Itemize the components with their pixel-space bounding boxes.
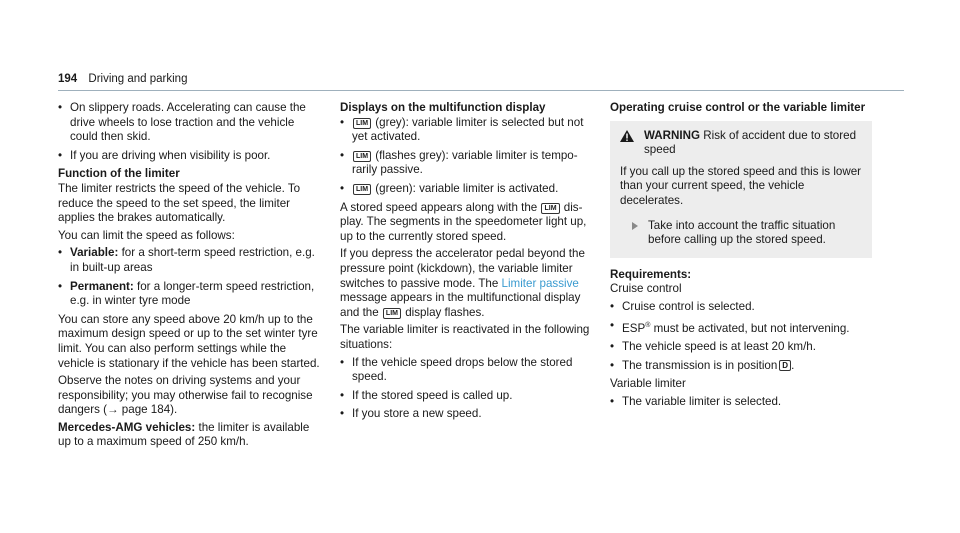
list-item [58, 280, 324, 309]
lim-icon: LIM [353, 151, 371, 162]
cruise-label: Cruise control [610, 282, 682, 296]
list-item: • The variable limiter is selected. [610, 395, 872, 410]
text-part: The transmission is in position [622, 358, 778, 372]
list-item: • Cruise control is selected. [610, 300, 872, 315]
item-label: Permanent: [70, 279, 134, 293]
function-text: The limiter restricts the speed of the vehicle. To reduce the speed to the set speed, the limiter applies the brakes automatically. [58, 181, 301, 225]
list-item [610, 319, 872, 336]
warning-header [620, 129, 862, 158]
arrow-right-icon [632, 222, 638, 230]
requirements-heading: Requirements: [610, 267, 692, 281]
lim-icon: LIM [383, 308, 401, 319]
intro-list [58, 101, 324, 163]
column-middle [340, 101, 598, 426]
list-item: • If the vehicle speed drops below the stored speed. [340, 356, 598, 385]
observe-text: Observe the notes on driving systems and your responsibility; you may otherwise fail to recognise dangers (→ page 184). [58, 374, 313, 417]
variable-list [610, 395, 872, 410]
text-part: If you depress the accelerator pedal beyond the pressure point (kickdown), the variable limiter switches to passive mode. The [340, 247, 585, 290]
column-right [610, 101, 872, 413]
store-text: You can store any speed above 20 km/h up to the maximum design speed or up to the set winter tyre limit. You can also perform settings while the vehicle is stationary if the vehicle has been started. [58, 312, 320, 370]
text-part: display. The segments in the speedometer light up, up to the currently stored speed. [340, 200, 587, 243]
warning-step [620, 219, 862, 248]
warning-title: WARNING [644, 128, 701, 142]
list-item: • If the stored speed is called up. [340, 389, 598, 404]
step-text: Take into account the traffic situation before calling up the stored speed. [648, 218, 836, 247]
warning-triangle-icon [620, 130, 634, 142]
lim-icon: LIM [541, 203, 559, 214]
depress-text [340, 247, 598, 320]
item-text: for a short-term speed restriction, e.g. in built-up areas [70, 246, 315, 274]
text-part: must be activated, but not intervening. [650, 321, 850, 335]
amg-note [58, 421, 324, 450]
list-item: • The transmission is in position D . [610, 359, 872, 374]
lim-icon: LIM [353, 184, 371, 195]
function-heading: Function of the limiter [58, 167, 180, 181]
stored-speed-text [340, 201, 598, 245]
page-number: 194 [58, 73, 78, 85]
display-list [340, 116, 598, 197]
displays-heading: Displays on the multifunction display [340, 101, 546, 114]
warning-text: If you call up the stored speed and this is lower than your current speed, the vehicle decelerates. [620, 164, 862, 207]
registered-mark: ® [645, 321, 651, 329]
list-item: • The vehicle speed is at least 20 km/h. [610, 340, 872, 355]
column-left [58, 101, 324, 453]
reactivated-text: The variable limiter is reactivated in the following situations: [340, 323, 590, 351]
warning-subtitle: Risk of accident due to stored speed [644, 128, 857, 157]
text-part: message appears in the multifunctional display and the [340, 291, 581, 319]
list-item: • If you are driving when visibility is poor. [58, 149, 324, 164]
text-part: display flashes. [405, 305, 485, 319]
warning-heading [644, 129, 862, 158]
warning-box [610, 121, 872, 258]
item-text: (green): variable limiter is activated. [375, 181, 559, 195]
item-label: Variable: [70, 246, 119, 260]
text-part: A stored speed appears along with the [340, 200, 538, 214]
text-part: ESP [622, 321, 646, 335]
operating-heading: Operating cruise control or the variable limiter [610, 101, 866, 114]
limit-intro: You can limit the speed as follows: [58, 228, 235, 242]
reactivated-list [340, 356, 598, 422]
item-text: for a longer-term speed restriction, e.g. in winter tyre mode [70, 279, 315, 308]
header-divider [58, 90, 904, 91]
section-title: Driving and parking [88, 73, 188, 85]
list-item: • If you store a new speed. [340, 407, 598, 422]
list-item [340, 149, 598, 178]
list-item: • On slippery roads. Accelerating can cause the drive wheels to lose traction and the vehicle could then skid. [58, 101, 324, 145]
limit-list [58, 246, 324, 308]
variable-label: Variable limiter [610, 377, 686, 391]
amg-label: Mercedes-AMG vehicles: [58, 420, 196, 434]
page-header [58, 72, 187, 87]
list-item [340, 116, 598, 145]
item-text: (grey): variable limiter is selected but not yet activated. [352, 115, 584, 144]
gear-d-icon: D [779, 360, 791, 371]
list-item [58, 246, 324, 275]
amg-text: the limiter is available up to a maximum speed of 250 km/h. [58, 420, 310, 449]
list-item [340, 182, 598, 197]
cruise-list [610, 300, 872, 373]
item-text: (flashes grey): variable limiter is temporarily passive. [352, 148, 578, 177]
lim-icon: LIM [353, 118, 371, 129]
limiter-passive-message: Limiter passive [501, 276, 579, 290]
